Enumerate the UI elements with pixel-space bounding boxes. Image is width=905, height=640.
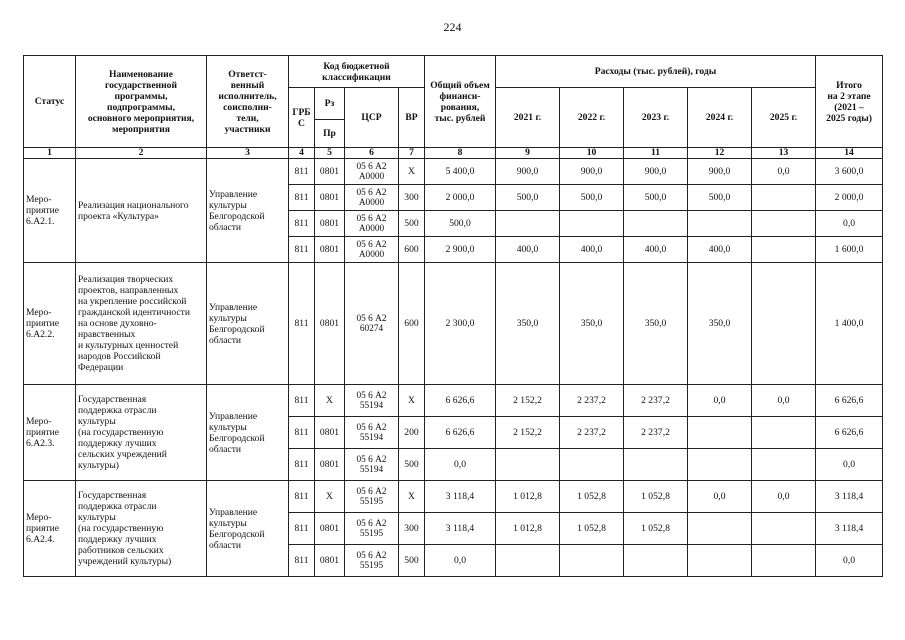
csr-text: 05 6 А2 xyxy=(356,422,387,433)
y2024-cell xyxy=(688,417,752,449)
executor-cell xyxy=(207,263,289,385)
col-num: 13 xyxy=(752,148,816,159)
y2021-cell: 350,0 xyxy=(496,263,560,385)
grbs-cell: 811 xyxy=(289,417,315,449)
y2021-cell xyxy=(496,211,560,237)
csr-text: А0000 xyxy=(358,171,385,182)
rzpr-cell: 0801 xyxy=(315,237,345,263)
rzpr-cell: 0801 xyxy=(315,263,345,385)
executor-text: Белгородской xyxy=(209,528,265,540)
name-text: на основе духовно- xyxy=(78,318,157,329)
executor-cell xyxy=(207,159,289,263)
csr-text: 05 6 А2 xyxy=(356,187,387,198)
csr-text: А0000 xyxy=(358,197,385,208)
y2021-cell: 500,0 xyxy=(496,185,560,211)
name-text: поддержку лучших xyxy=(78,438,157,449)
header-total: Общий объем финанси- рования, тыс. рублей xyxy=(425,56,496,148)
header-csr: ЦСР xyxy=(345,88,399,148)
executor-cell xyxy=(207,481,289,577)
stage-cell: 3 600,0 xyxy=(816,159,883,185)
stage-cell: 1 600,0 xyxy=(816,237,883,263)
header-stage-total: Итого на 2 этапе (2021 – 2025 годы) xyxy=(816,56,883,148)
rzpr-cell: 0801 xyxy=(315,185,345,211)
y2021-cell: 2 152,2 xyxy=(496,385,560,417)
total-cell: 3 118,4 xyxy=(425,513,496,545)
header-year-2022: 2022 г. xyxy=(560,88,624,148)
header-year-2025: 2025 г. xyxy=(752,88,816,148)
y2025-cell: 0,0 xyxy=(752,481,816,513)
name-cell xyxy=(76,385,207,481)
total-cell: 5 400,0 xyxy=(425,159,496,185)
name-text: и культурных ценностей xyxy=(78,340,179,351)
header-name: Наименование государственной программы, подпрограммы, основного мероприятия, мероприятия xyxy=(76,56,207,148)
header-vr: ВР xyxy=(399,88,425,148)
csr-text: 05 6 А2 xyxy=(356,390,387,401)
status-text: Меро- xyxy=(26,512,52,523)
name-cell xyxy=(76,263,207,385)
column-number-row xyxy=(24,148,883,159)
csr-text: 05 6 А2 xyxy=(356,486,387,497)
grbs-cell: 811 xyxy=(289,263,315,385)
status-cell xyxy=(24,481,76,577)
y2023-cell: 900,0 xyxy=(624,159,688,185)
name-text: (на государственную xyxy=(78,523,164,534)
table-body xyxy=(24,159,883,577)
status-text: 6.А2.1. xyxy=(26,216,55,227)
y2024-cell xyxy=(688,513,752,545)
executor-text: культуры xyxy=(209,312,247,324)
y2023-cell: 350,0 xyxy=(624,263,688,385)
executor-text: области xyxy=(209,334,242,346)
vr-cell: X xyxy=(399,481,425,513)
y2024-cell xyxy=(688,545,752,577)
stage-cell: 3 118,4 xyxy=(816,481,883,513)
vr-cell: X xyxy=(399,159,425,185)
csr-cell xyxy=(345,417,399,449)
stage-cell: 6 626,6 xyxy=(816,417,883,449)
y2022-cell xyxy=(560,545,624,577)
grbs-cell: 811 xyxy=(289,159,315,185)
status-cell xyxy=(24,263,76,385)
table-row xyxy=(24,385,883,417)
col-num: 7 xyxy=(399,148,425,159)
y2022-cell: 500,0 xyxy=(560,185,624,211)
csr-cell xyxy=(345,237,399,263)
name-text: сельских учреждений xyxy=(78,449,167,460)
y2022-cell: 1 052,8 xyxy=(560,481,624,513)
vr-cell: 500 xyxy=(399,545,425,577)
executor-text: культуры xyxy=(209,517,247,529)
col-num: 4 xyxy=(289,148,315,159)
vr-cell: X xyxy=(399,385,425,417)
y2025-cell: 0,0 xyxy=(752,385,816,417)
vr-cell: 600 xyxy=(399,237,425,263)
csr-text: 05 6 А2 xyxy=(356,239,387,250)
csr-cell xyxy=(345,159,399,185)
page-number: 224 xyxy=(443,20,462,34)
executor-text: области xyxy=(209,221,242,233)
csr-cell xyxy=(345,481,399,513)
status-text: приятие xyxy=(26,523,60,534)
y2024-cell: 500,0 xyxy=(688,185,752,211)
col-num: 12 xyxy=(688,148,752,159)
csr-text: 55195 xyxy=(359,560,384,571)
csr-text: 60274 xyxy=(359,323,384,334)
total-cell: 0,0 xyxy=(425,449,496,481)
stage-cell: 0,0 xyxy=(816,211,883,237)
name-text: культуры xyxy=(78,416,116,427)
stage-cell: 2 000,0 xyxy=(816,185,883,211)
name-cell xyxy=(76,481,207,577)
stage-cell: 3 118,4 xyxy=(816,513,883,545)
y2025-cell xyxy=(752,211,816,237)
y2023-cell xyxy=(624,545,688,577)
budget-table xyxy=(23,55,883,577)
csr-text: 05 6 А2 xyxy=(356,518,387,529)
name-text: культуры) xyxy=(78,460,119,471)
executor-text: культуры xyxy=(209,199,247,211)
y2021-cell xyxy=(496,545,560,577)
col-num: 11 xyxy=(624,148,688,159)
name-text: народов Российской xyxy=(78,351,161,362)
y2025-cell xyxy=(752,263,816,385)
col-num: 1 xyxy=(24,148,76,159)
y2024-cell: 0,0 xyxy=(688,481,752,513)
status-text: приятие xyxy=(26,205,60,216)
total-cell: 6 626,6 xyxy=(425,417,496,449)
y2023-cell: 400,0 xyxy=(624,237,688,263)
grbs-cell: 811 xyxy=(289,481,315,513)
y2023-cell: 1 052,8 xyxy=(624,481,688,513)
grbs-cell: 811 xyxy=(289,211,315,237)
grbs-cell: 811 xyxy=(289,185,315,211)
executor-text: Белгородской xyxy=(209,432,265,444)
grbs-cell: 811 xyxy=(289,449,315,481)
y2024-cell: 900,0 xyxy=(688,159,752,185)
name-text: гражданской идентичности xyxy=(78,307,190,318)
stage-cell: 6 626,6 xyxy=(816,385,883,417)
status-text: 6.А2.4. xyxy=(26,534,55,545)
name-cell xyxy=(76,159,207,263)
executor-text: области xyxy=(209,443,242,455)
name-text: проектов, направленных xyxy=(78,285,179,296)
header-status: Статус xyxy=(24,56,76,148)
csr-cell xyxy=(345,513,399,545)
status-text: Меро- xyxy=(26,416,52,427)
total-cell: 0,0 xyxy=(425,545,496,577)
csr-cell xyxy=(345,385,399,417)
name-text: на укрепление российской xyxy=(78,296,187,307)
y2023-cell xyxy=(624,449,688,481)
csr-cell xyxy=(345,263,399,385)
name-text: культуры xyxy=(78,512,116,523)
y2022-cell: 900,0 xyxy=(560,159,624,185)
rzpr-cell: X xyxy=(315,385,345,417)
col-num: 6 xyxy=(345,148,399,159)
executor-cell xyxy=(207,385,289,481)
csr-text: 55195 xyxy=(359,528,384,539)
header-expenses: Расходы (тыс. рублей), годы xyxy=(496,56,816,88)
y2021-cell: 400,0 xyxy=(496,237,560,263)
stage-cell: 0,0 xyxy=(816,545,883,577)
csr-text: 55194 xyxy=(359,432,384,443)
col-num: 8 xyxy=(425,148,496,159)
y2022-cell xyxy=(560,211,624,237)
status-text: приятие xyxy=(26,427,60,438)
table-header xyxy=(24,56,883,159)
status-cell xyxy=(24,159,76,263)
executor-text: Управление xyxy=(209,410,258,422)
y2025-cell xyxy=(752,513,816,545)
stage-cell: 1 400,0 xyxy=(816,263,883,385)
executor-text: Белгородской xyxy=(209,210,265,222)
y2021-cell: 1 012,8 xyxy=(496,481,560,513)
vr-cell: 300 xyxy=(399,185,425,211)
y2023-cell: 2 237,2 xyxy=(624,417,688,449)
y2024-cell: 0,0 xyxy=(688,385,752,417)
y2021-cell: 2 152,2 xyxy=(496,417,560,449)
col-num: 3 xyxy=(207,148,289,159)
stage-cell: 0,0 xyxy=(816,449,883,481)
total-cell: 3 118,4 xyxy=(425,481,496,513)
y2023-cell: 500,0 xyxy=(624,185,688,211)
name-text: Реализация национального проекта «Культура» xyxy=(78,199,189,222)
name-text: поддержку лучших xyxy=(78,534,157,545)
rzpr-cell: X xyxy=(315,481,345,513)
y2025-cell xyxy=(752,545,816,577)
csr-text: А0000 xyxy=(358,249,385,260)
executor-text: Белгородской xyxy=(209,323,265,335)
executor-text: Управление xyxy=(209,506,258,518)
status-text: Меро- xyxy=(26,194,52,205)
col-num: 9 xyxy=(496,148,560,159)
y2023-cell: 1 052,8 xyxy=(624,513,688,545)
y2022-cell xyxy=(560,449,624,481)
col-num: 14 xyxy=(816,148,883,159)
csr-cell xyxy=(345,449,399,481)
name-text: (на государственную xyxy=(78,427,164,438)
table-row xyxy=(24,481,883,513)
rzpr-cell: 0801 xyxy=(315,159,345,185)
csr-text: 05 6 А2 xyxy=(356,213,387,224)
header-executor: Ответст- венный исполнитель, соисполни- тели, участники xyxy=(207,56,289,148)
name-text: поддержка отрасли xyxy=(78,405,157,416)
name-text: учреждений культуры) xyxy=(78,556,172,567)
header-budget-code: Код бюджетной классификации xyxy=(289,56,425,88)
grbs-cell: 811 xyxy=(289,513,315,545)
header-pr: Пр xyxy=(315,120,345,148)
y2022-cell: 350,0 xyxy=(560,263,624,385)
rzpr-cell: 0801 xyxy=(315,417,345,449)
col-num: 5 xyxy=(315,148,345,159)
total-cell: 2 000,0 xyxy=(425,185,496,211)
vr-cell: 500 xyxy=(399,211,425,237)
csr-text: 05 6 А2 xyxy=(356,313,387,324)
executor-text: Управление xyxy=(209,301,258,313)
y2025-cell xyxy=(752,417,816,449)
name-text: работников сельских xyxy=(78,545,164,556)
header-year-2024: 2024 г. xyxy=(688,88,752,148)
y2024-cell xyxy=(688,211,752,237)
vr-cell: 200 xyxy=(399,417,425,449)
y2025-cell: 0,0 xyxy=(752,159,816,185)
csr-cell xyxy=(345,211,399,237)
name-text: нравственных xyxy=(78,329,136,340)
total-cell: 500,0 xyxy=(425,211,496,237)
y2022-cell: 1 052,8 xyxy=(560,513,624,545)
csr-text: 55194 xyxy=(359,400,384,411)
grbs-cell: 811 xyxy=(289,545,315,577)
name-text: Реализация творческих xyxy=(78,274,174,285)
rzpr-cell: 0801 xyxy=(315,211,345,237)
status-text: 6.А2.3. xyxy=(26,438,55,449)
grbs-cell: 811 xyxy=(289,237,315,263)
col-num: 2 xyxy=(76,148,207,159)
csr-text: А0000 xyxy=(358,223,385,234)
vr-cell: 600 xyxy=(399,263,425,385)
y2021-cell xyxy=(496,449,560,481)
y2025-cell xyxy=(752,185,816,211)
csr-text: 05 6 А2 xyxy=(356,550,387,561)
executor-text: области xyxy=(209,539,242,551)
y2023-cell xyxy=(624,211,688,237)
csr-text: 05 6 А2 xyxy=(356,161,387,172)
name-text: Государственная xyxy=(78,394,147,405)
rzpr-cell: 0801 xyxy=(315,449,345,481)
table-row xyxy=(24,263,883,385)
table-row xyxy=(24,159,883,185)
vr-cell: 300 xyxy=(399,513,425,545)
name-text: Государственная xyxy=(78,490,147,501)
y2024-cell: 400,0 xyxy=(688,237,752,263)
csr-text: 55194 xyxy=(359,464,384,475)
status-cell xyxy=(24,385,76,481)
status-text: 6.А2.2. xyxy=(26,329,55,340)
rzpr-cell: 0801 xyxy=(315,545,345,577)
status-text: Меро- xyxy=(26,307,52,318)
executor-text: культуры xyxy=(209,421,247,433)
total-cell: 2 900,0 xyxy=(425,237,496,263)
header-grbs: ГРБ С xyxy=(289,88,315,148)
y2022-cell: 2 237,2 xyxy=(560,417,624,449)
header-year-2021: 2021 г. xyxy=(496,88,560,148)
grbs-cell: 811 xyxy=(289,385,315,417)
csr-cell xyxy=(345,545,399,577)
y2023-cell: 2 237,2 xyxy=(624,385,688,417)
status-text: приятие xyxy=(26,318,60,329)
y2025-cell xyxy=(752,237,816,263)
y2021-cell: 900,0 xyxy=(496,159,560,185)
y2022-cell: 2 237,2 xyxy=(560,385,624,417)
vr-cell: 500 xyxy=(399,449,425,481)
csr-cell xyxy=(345,185,399,211)
csr-text: 55195 xyxy=(359,496,384,507)
y2025-cell xyxy=(752,449,816,481)
y2024-cell: 350,0 xyxy=(688,263,752,385)
name-text: поддержка отрасли xyxy=(78,501,157,512)
total-cell: 2 300,0 xyxy=(425,263,496,385)
y2024-cell xyxy=(688,449,752,481)
header-year-2023: 2023 г. xyxy=(624,88,688,148)
name-text: Федерации xyxy=(78,362,124,373)
total-cell: 6 626,6 xyxy=(425,385,496,417)
csr-text: 05 6 А2 xyxy=(356,454,387,465)
rzpr-cell: 0801 xyxy=(315,513,345,545)
y2022-cell: 400,0 xyxy=(560,237,624,263)
col-num: 10 xyxy=(560,148,624,159)
executor-text: Управление xyxy=(209,188,258,200)
header-rz: Рз xyxy=(315,88,345,120)
y2021-cell: 1 012,8 xyxy=(496,513,560,545)
